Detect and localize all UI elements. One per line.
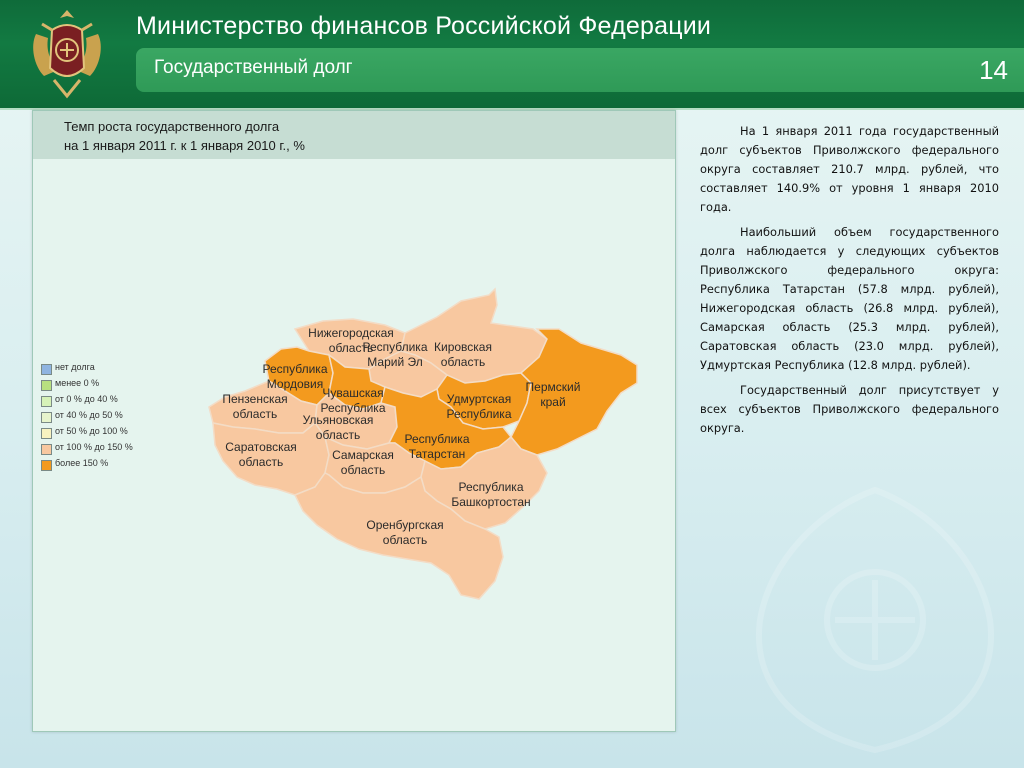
ministry-title: Министерство финансов Российской Федерации [136,12,712,40]
region-label: Саратовская область [225,440,297,469]
region-label: Пензенская область [222,392,288,421]
region-label: Республика Марий Эл [362,340,428,369]
legend-label: менее 0 % [55,378,100,388]
region-label: Самарская область [332,448,394,477]
section-title: Государственный долг [154,57,353,78]
map-panel [32,110,676,732]
debt-description-text [700,122,999,444]
region-label: Республика Татарстан [404,432,470,461]
legend-label: от 100 % до 150 % [55,442,133,452]
legend-label: более 150 % [55,458,109,468]
region-label: Пермский край [525,380,581,409]
map-caption-line-2: на 1 января 2011 г. к 1 января 2010 г., % [64,138,305,153]
region-label: Ульяновская область [302,413,374,442]
region-label: Удмуртская Республика [446,392,512,421]
legend-label: от 40 % до 50 % [55,410,123,420]
region-label: Нижегородская область [308,326,394,355]
description-paragraph-3: Государственный долг присутствует у всех субъектов Приволжского федерального округа. [700,383,999,435]
federal-district-map [33,111,675,731]
section-title-bar [136,48,1024,92]
map-caption-line-1: Темп роста государственного долга [64,119,280,134]
ministry-emblem-icon [28,6,106,102]
description-paragraph-1: На 1 января 2011 года государственный долг субъектов Приволжского федерального округа составляет 210.7 млрд. рублей, что составляет 140.9% от уровня 1 января 2010 года. [700,124,999,214]
region-label: Республика Башкортостан [451,480,531,509]
region-label: Чувашская Республика [320,386,386,415]
region-label: Республика Мордовия [262,362,328,391]
description-paragraph-2: Наибольший объем государственного долга наблюдается у следующих субъектов Приволжского федерального округа: Республика Татарстан (57.8 млрд. рублей), Нижегородская область (26.8 млрд. рублей), Самарская область (25.3 млрд. рублей), Саратовская область (23.0 млрд. рублей), Удмуртская Республика (12.8 млрд. рублей). [700,225,999,372]
legend-label: от 0 % до 40 % [55,394,118,404]
emblem-watermark-icon [740,470,1010,760]
legend-label: от 50 % до 100 % [55,426,128,436]
slide-number: 14 [979,55,1008,85]
region-label: Кировская область [434,340,492,369]
slide-header [0,0,1024,110]
region-label: Оренбургская область [366,518,444,547]
legend-label: нет долга [55,362,95,372]
